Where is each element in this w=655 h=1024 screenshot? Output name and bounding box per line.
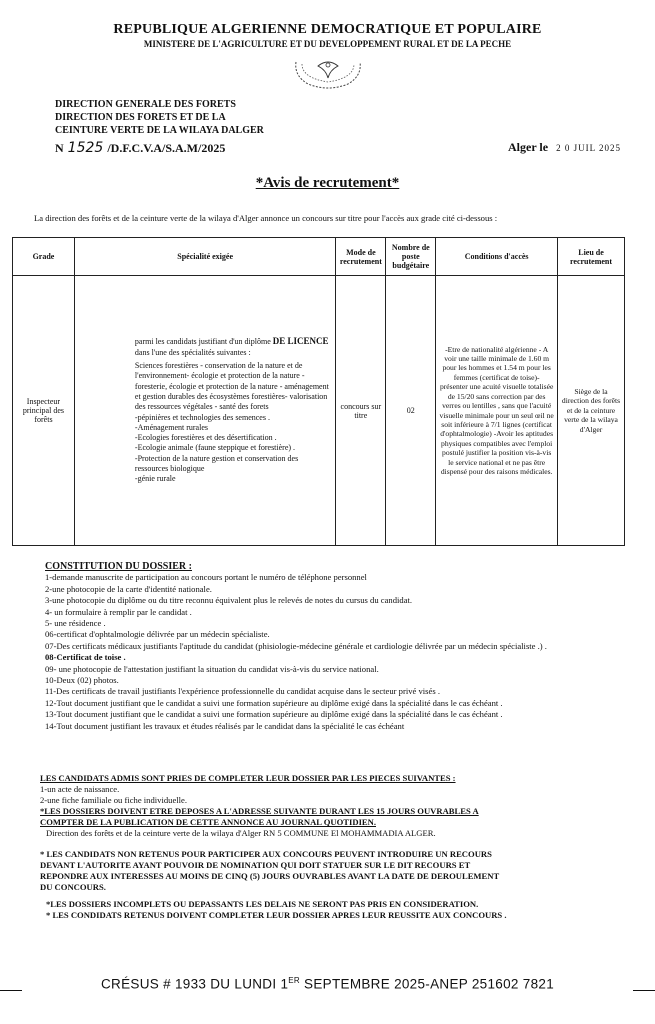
recourse-line-1: * LES CANDIDATS NON RETENUS POUR PARTICIPER AUX CONCOURS PEUVENT INTRODUIRE UN RECOURS [40, 849, 492, 859]
deposit-address: Direction des forêts et de la ceinture verte de la wilaya d'Alger RN 5 COMMUNE El MOHAMMADIA ALGER. [46, 828, 436, 838]
reference-number [55, 140, 225, 156]
list-item: 1-demande manuscrite de participation au concours portant le numéro de téléphone personnel [45, 572, 367, 583]
retained-note: * LES CONDIDATS RETENUS DOIVENT COMPLETER LEUR DOSSIER APRES LEUR REUSSITE AUX CONCOURS . [46, 910, 507, 920]
table-header-row [13, 238, 625, 276]
recourse-line-4: DU CONCOURS. [40, 882, 106, 892]
header-location: Lieu de recrutement [558, 238, 625, 276]
list-item: 06-certificat d'ophtalmologie délivrée par un médecin spécialiste. [45, 629, 270, 640]
speciality-item: -Aménagement rurales [134, 422, 208, 432]
ref-suffix: /D.F.C.V.A/S.A.M/2025 [107, 141, 226, 155]
deposit-line-2: COMPTER DE LA PUBLICATION DE CETTE ANNONCE AU JOURNAL QUOTIDIEN. [40, 817, 376, 827]
footer-publication: CRÉSUS # 1933 DU LUNDI 1ER SEPTEMBRE 2025-ANEP 251602 7821 [101, 976, 554, 992]
speciality-lead-2: dans l'une des spécialités suivantes : [134, 347, 251, 357]
list-item: 1-un acte de naissance. [40, 784, 120, 794]
list-item: 10-Deux (02) photos. [45, 675, 119, 686]
speciality-item: -Protection de la nature gestion et conservation des ressources biologique [134, 453, 299, 473]
header-mode: Mode de recrutement [336, 238, 386, 276]
table-row [13, 276, 625, 546]
cell-mode: concours sur titre [336, 276, 386, 546]
admitted-section [40, 773, 507, 921]
date-stamp: 2 0 JUIL 2025 [556, 143, 622, 153]
direction-block [55, 98, 264, 137]
date-line [508, 140, 621, 155]
emblem-icon [288, 56, 368, 90]
speciality-degree: DE LICENCE [272, 336, 329, 347]
list-item: 5- une résidence . [45, 618, 106, 629]
cell-posts: 02 [386, 276, 436, 546]
recourse-line-3: REPONDRE AUX INTERESSES AU MOINS DE CINQ (5) JOURS OUVRABLES AVANT LA DATE DE DEROULEMENT [40, 871, 500, 881]
list-item: 2-une fiche familiale ou fiche individuelle. [40, 795, 187, 805]
cell-conditions: -Etre de nationalité algérienne - A voir une taille minimale de 1.60 m pour les hommes et 1.54 m pour les femmes (certificat de toise)- présenter une acuité visuelle totalisée de 15/20 sans correction par des verres ou lentilles , sans que l'acuité visuelle minimale pour un seul œil ne soit inférieure à 7/1 lignes (certificat d'ophtalmologie) -Avoir les aptitudes physiques compatibles avec l'emploi postulé justifier la position vis-à-vis le service national et ne pas être dispensé pour des raisons médicales. [436, 276, 558, 546]
direction-line-2: DIRECTION DES FORETS ET DE LA [55, 112, 226, 123]
intro-text: La direction des forêts et de la ceinture verte de la wilaya d'Alger annonce un concours sur titre pour l'accès aux grade cité ci-dessous : [34, 213, 498, 223]
list-item: 2-une photocopie de la carte d'identité nationale. [45, 583, 212, 594]
list-item: 4- un formulaire à remplir par le candidat . [45, 606, 192, 617]
header-conditions: Conditions d'accès [436, 238, 558, 276]
incomplete-note: *LES DOSSIERS INCOMPLETS OU DEPASSANTS LES DELAIS NE SERONT PAS PRIS EN CONSIDERATION. [46, 899, 479, 909]
speciality-item: -pépinières et technologies des semences . [134, 412, 270, 422]
cell-grade: Inspecteur principal des forêts [13, 276, 75, 546]
cell-speciality [74, 276, 335, 546]
header-speciality: Spécialité exigée [74, 238, 335, 276]
list-item: 11-Des certificats de travail justifiants l'expérience professionnelle du candidat acquise dans le secteur privé visés . [45, 686, 440, 697]
list-item: 09- une photocopie de l'attestation justifiant la situation du candidat vis-à-vis du service national. [45, 663, 379, 674]
speciality-item: -Ecologie animale (faune steppique et forestière) . [134, 443, 296, 453]
page-title: *Avis de recrutement* [255, 175, 400, 191]
dossier-section [45, 561, 547, 732]
direction-line-1: DIRECTION GENERALE DES FORETS [55, 99, 236, 110]
direction-line-3: CEINTURE VERTE DE LA WILAYA DALGER [55, 125, 264, 136]
admitted-title: LES CANDIDATS ADMIS SONT PRIES DE COMPLETER LEUR DOSSIER PAR LES PIECES SUIVANTES : [40, 773, 456, 783]
recruitment-table [12, 237, 625, 546]
footer-rule-right [633, 990, 655, 991]
header-grade: Grade [13, 238, 75, 276]
deposit-line-1: *LES DOSSIERS DOIVENT ETRE DEPOSES A L'ADRESSE SUIVANTE DURANT LES 15 JOURS OUVRABLES A [40, 806, 479, 816]
header-posts: Nombre de poste budgétaire [386, 238, 436, 276]
list-item: 14-Tout document justifiant les travaux et études réalisés par le candidat dans la spécialité le cas échéant [45, 720, 405, 731]
ref-number: 1525 [67, 140, 104, 156]
speciality-item: -Ecologies forestières et des désertification . [134, 433, 277, 443]
list-item: 13-Tout document justifiant que le candidat a suivi une formation supérieure au diplôme exigé dans la spécialité dans le cas échéant . [45, 709, 503, 720]
list-item: 08-Certificat de toise . [45, 652, 126, 663]
list-item: 07-Des certificats médicaux justifiants l'aptitude du candidat (phisiologie-médecine générale et cardiologie délivrée par un médecin spécialiste .) . [45, 640, 547, 651]
list-item: 3-une photocopie du diplôme ou du titre reconnu équivalent plus le relevés de notes du cursus du candidat. [45, 595, 413, 606]
speciality-lead: parmi les candidats justifiant d'un diplôme DE LICENCE [134, 336, 329, 347]
list-item: 12-Tout document justifiant que le candidat a suivi une formation supérieure au diplôme exigé dans la spécialité dans le cas échéant . [45, 697, 503, 708]
recourse-line-2: DEVANT L'AUTORITE AYANT POUVOIR DE NOMINATION QUI DOIT STATUER SUR LE DIT RECOURS ET [40, 860, 471, 870]
date-label: Alger le [508, 140, 549, 154]
ministry-heading: MINISTERE DE L'AGRICULTURE ET DU DEVELOPPEMENT RURAL ET DE LA PECHE [143, 39, 512, 49]
speciality-item: Sciences forestières - conservation de la nature et de l'environnement- écologie et protection de la nature -foresterie, écologie et protection de la nature - aménagement et gestion durables des écosystèmes forestières- valorisation des ressources végétales - santé des forets [134, 361, 329, 412]
cell-location: Siège de la direction des forêts et de la ceinture verte de la wilaya d'Alger [558, 276, 625, 546]
ref-prefix: N [55, 141, 64, 155]
republic-heading: REPUBLIQUE ALGERIENNE DEMOCRATIQUE ET POPULAIRE [113, 22, 542, 37]
dossier-title: CONSTITUTION DU DOSSIER : [45, 561, 192, 572]
speciality-item: -génie rurale [134, 474, 176, 484]
